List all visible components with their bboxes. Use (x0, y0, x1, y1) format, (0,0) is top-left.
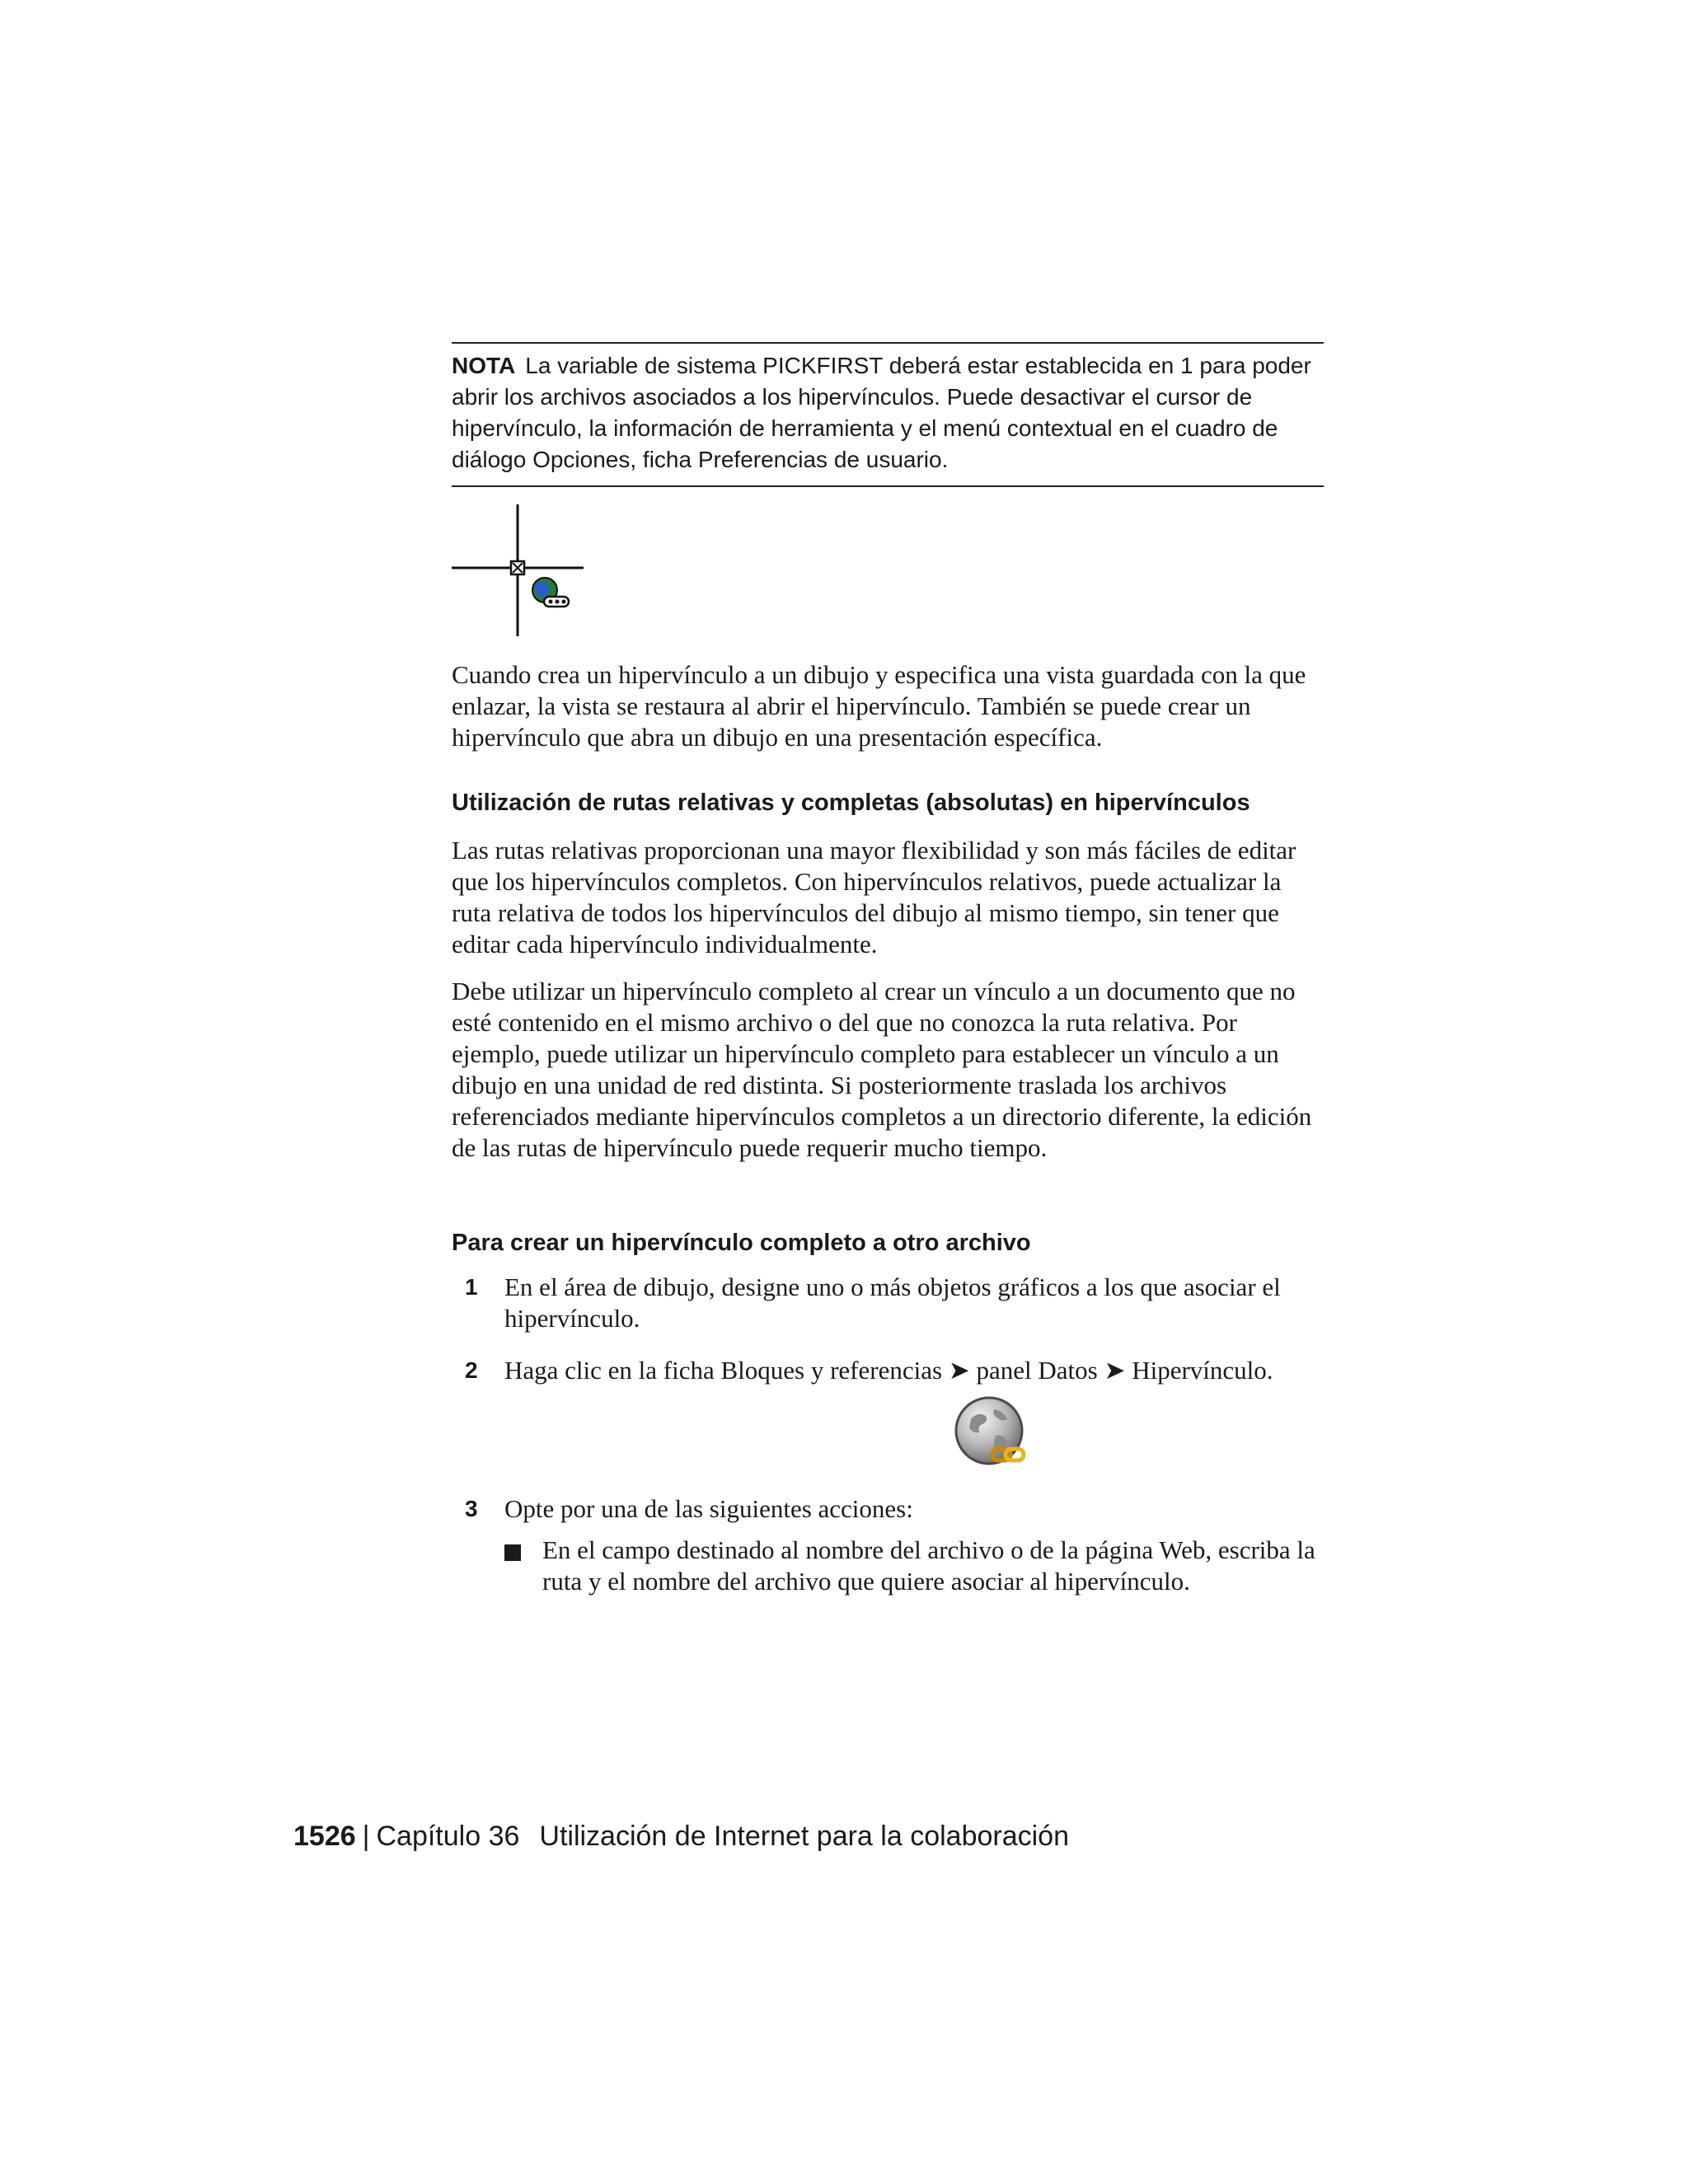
step-text: En el área de dibujo, designe uno o más objetos gráficos a los que asociar el hipervínculo. (504, 1272, 1281, 1333)
paragraph-absolute-paths: Debe utilizar un hipervínculo completo al crear un vínculo a un documento que no esté contenido en el mismo archivo o del que no conozca la ruta relativa. Por ejemplo, puede utilizar un hipervínculo completo para establecer un vínculo a un dibujo en una unidad de red distinta. Si posteriormente traslada los archivos referenciados mediante hipervínculos completos a un directorio diferente, la edición de las rutas de hipervínculo puede requerir mucho tiempo. (452, 977, 1312, 1162)
globe-chain-link-icon (953, 1394, 1030, 1472)
bullet-square-icon (504, 1544, 521, 1561)
page-number: 1526 (293, 1821, 356, 1852)
step-number: 2 (465, 1357, 478, 1383)
step-number: 3 (465, 1496, 478, 1521)
hyperlink-crosshair-cursor-icon (452, 504, 588, 640)
bullet-text: En el campo destinado al nombre del archivo o de la página Web, escriba la ruta y el nombre del archivo que quiere asociar al hipervínculo. (542, 1535, 1315, 1596)
procedure-heading: Para crear un hipervínculo completo a otro archivo (452, 1230, 1031, 1256)
paragraph-saved-view: Cuando crea un hipervínculo a un dibujo y especifica una vista guardada con la que enlazar, la vista se restaura al abrir el hipervínculo. También se puede crear un hipervínculo que abra un dibujo en una presentación específica. (452, 660, 1306, 752)
chapter-label: Capítulo 36 (376, 1821, 520, 1852)
paragraph-relative-paths: Las rutas relativas proporcionan una mayor flexibilidad y son más fáciles de editar que los hipervínculos completos. Con hipervínculos relativos, puede actualizar la ruta relativa de todos los hipervínculos del dibujo al mismo tiempo, sin tener que editar cada hipervínculo individualmente. (452, 836, 1296, 958)
footer-separator: | (362, 1821, 370, 1852)
step-text: Opte por una de las siguientes acciones: (504, 1494, 913, 1523)
note-label: NOTA (452, 353, 516, 378)
step-text: Haga clic en la ficha Bloques y referencias ➤ panel Datos ➤ Hipervínculo. (504, 1356, 1273, 1385)
chapter-title: Utilización de Internet para la colaboración (539, 1821, 1069, 1852)
section-heading-paths: Utilización de rutas relativas y completas (absolutas) en hipervínculos (452, 790, 1250, 816)
step-number: 1 (465, 1274, 478, 1300)
page-footer (293, 1820, 1069, 1853)
note-box (452, 342, 1324, 487)
note-text: La variable de sistema PICKFIRST deberá estar establecida en 1 para poder abrir los archivos asociados a los hipervínculos. Puede desactivar el cursor de hipervínculo, la información de herramienta y el menú contextual en el cuadro de diálogo Opciones, ficha Preferencias de usuario. (452, 353, 1311, 472)
